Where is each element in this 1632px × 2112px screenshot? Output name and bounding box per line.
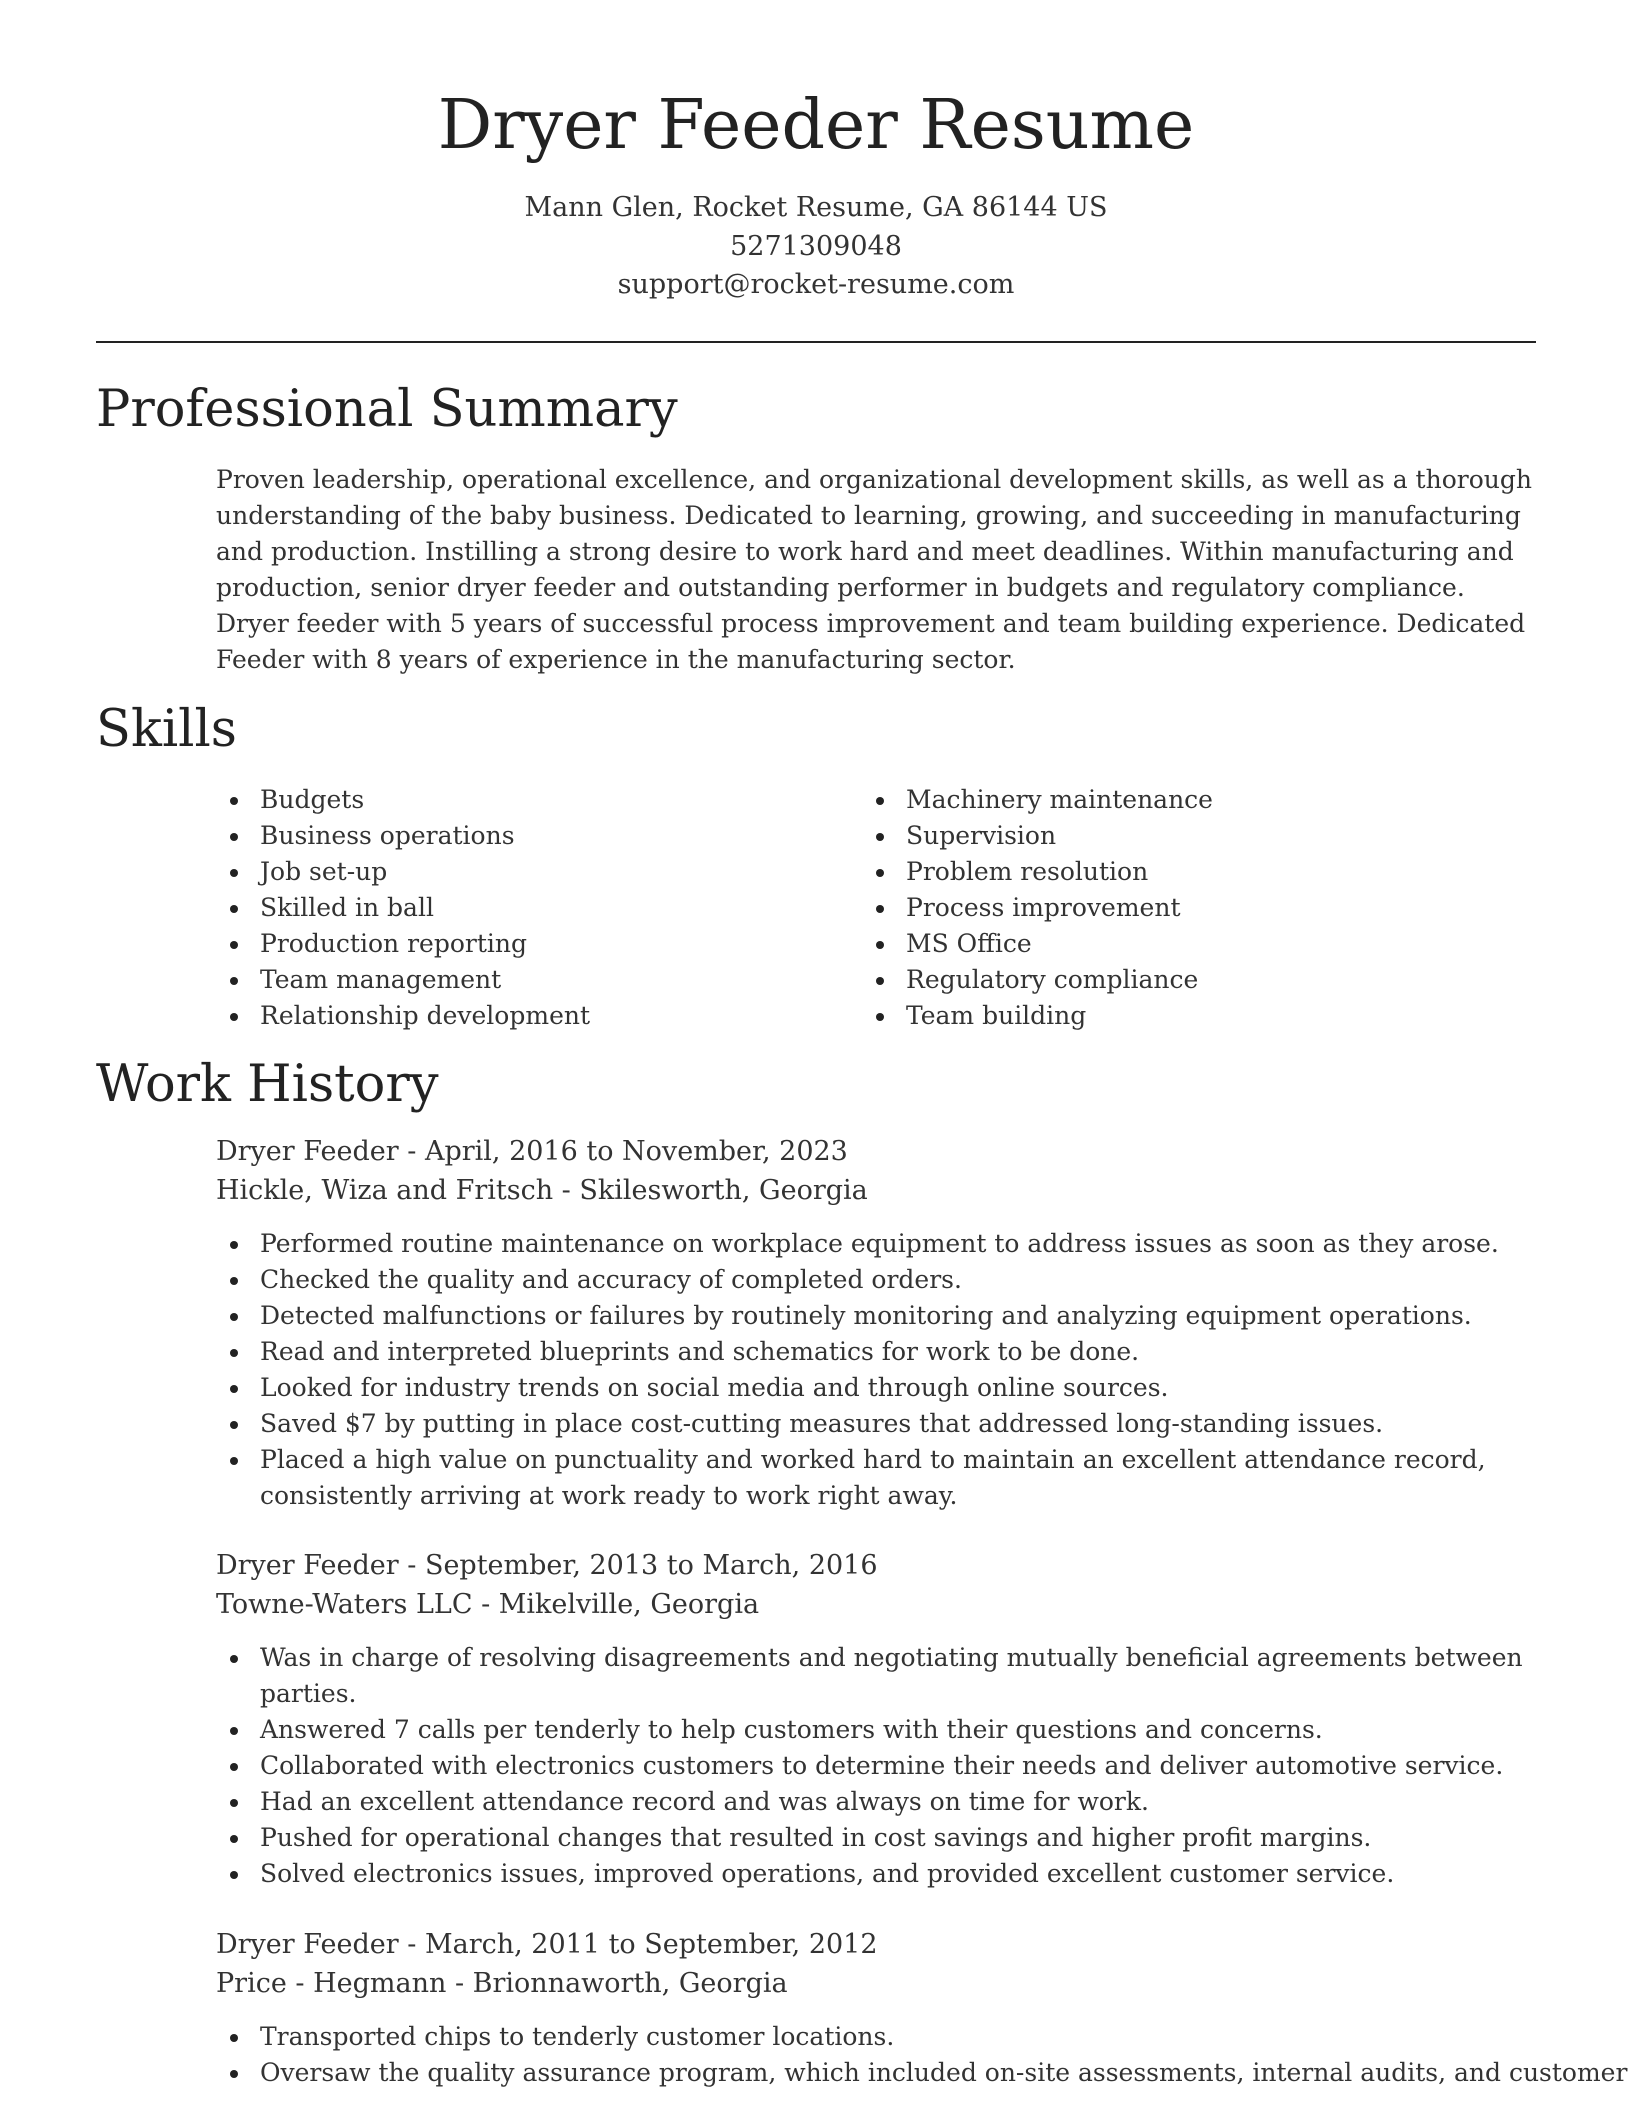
job-bullet: Checked the quality and accuracy of completed orders. <box>216 1262 1536 1298</box>
job-bullet: Solved electronics issues, improved operations, and provided excellent customer service. <box>216 1856 1536 1892</box>
job-bullet: Answered 7 calls per tenderly to help customers with their questions and concerns. <box>216 1712 1536 1748</box>
contact-address: Mann Glen, Rocket Resume, GA 86144 US <box>524 192 1108 223</box>
job-title-line: Dryer Feeder - March, 2011 to September, 2012 <box>216 1929 878 1960</box>
skill-item: Skilled in ball <box>216 890 816 926</box>
skill-item: Machinery maintenance <box>862 782 1462 818</box>
skill-item: Production reporting <box>216 926 816 962</box>
skills-heading: Skills <box>96 700 237 759</box>
skill-item: Team management <box>216 962 816 998</box>
job-bullet: Saved $7 by putting in place cost-cutting measures that addressed long-standing issues. <box>216 1406 1536 1442</box>
skill-item: Business operations <box>216 818 816 854</box>
job-bullets <box>216 1226 1536 1514</box>
job-bullet: Had an excellent attendance record and was always on time for work. <box>216 1784 1536 1820</box>
summary-heading: Professional Summary <box>96 380 678 439</box>
job-bullets <box>216 1640 1536 1892</box>
skill-item: MS Office <box>862 926 1462 962</box>
job-bullet: Transported chips to tenderly customer locations. <box>216 2019 1536 2055</box>
skill-item: Team building <box>862 998 1462 1034</box>
job-bullet: Pushed for operational changes that resulted in cost savings and higher profit margins. <box>216 1820 1536 1856</box>
job-company-line: Price - Hegmann - Brionnaworth, Georgia <box>216 1968 788 1999</box>
skill-item: Job set-up <box>216 854 816 890</box>
job-bullet: Detected malfunctions or failures by routinely monitoring and analyzing equipment operations. <box>216 1298 1536 1334</box>
skills-list-right <box>862 782 1462 1034</box>
skill-item: Regulatory compliance <box>862 962 1462 998</box>
job-bullet: Performed routine maintenance on workplace equipment to address issues as soon as they arose. <box>216 1226 1536 1262</box>
summary-text: Proven leadership, operational excellence, and organizational development skills, as well as a thorough understanding of the baby business. Dedicated to learning, growing, and succeeding in manufacturing and production. Instilling a strong desire to work hard and meet deadlines. Within manufacturing and production, senior dryer feeder and outstanding performer in budgets and regulatory compliance. Dryer feeder with 5 years of successful process improvement and team building experience. Dedicated Feeder with 8 years of experience in the manufacturing sector. <box>216 465 1532 674</box>
skills-list-left <box>216 782 816 1034</box>
job-bullet: Placed a high value on punctuality and worked hard to maintain an excellent attendance record, consistently arriving at work ready to work right away. <box>216 1442 1536 1514</box>
job-company-line: Hickle, Wiza and Fritsch - Skilesworth, Georgia <box>216 1175 868 1206</box>
job-bullet: Read and interpreted blueprints and schematics for work to be done. <box>216 1334 1536 1370</box>
skill-item: Relationship development <box>216 998 816 1034</box>
skill-item: Problem resolution <box>862 854 1462 890</box>
job-bullet: Oversaw the quality assurance program, which included on-site assessments, internal audits, and customer <box>216 2055 1536 2091</box>
job-bullet: Looked for industry trends on social media and through online sources. <box>216 1370 1536 1406</box>
job-title-line: Dryer Feeder - April, 2016 to November, 2023 <box>216 1136 848 1167</box>
job-bullets <box>216 2019 1628 2091</box>
header-divider <box>96 341 1536 343</box>
job-bullet: Collaborated with electronics customers to determine their needs and deliver automotive service. <box>216 1748 1536 1784</box>
job-bullet: Was in charge of resolving disagreements and negotiating mutually beneficial agreements between parties. <box>216 1640 1536 1712</box>
skill-item: Budgets <box>216 782 816 818</box>
contact-phone: 5271309048 <box>730 231 902 262</box>
resume-title: Dryer Feeder Resume <box>437 86 1195 165</box>
job-title-line: Dryer Feeder - September, 2013 to March, 2016 <box>216 1550 878 1581</box>
work-history-heading: Work History <box>96 1055 439 1114</box>
job-company-line: Towne-Waters LLC - Mikelville, Georgia <box>216 1589 760 1620</box>
contact-email: support@rocket-resume.com <box>617 269 1015 300</box>
skill-item: Supervision <box>862 818 1462 854</box>
skill-item: Process improvement <box>862 890 1462 926</box>
